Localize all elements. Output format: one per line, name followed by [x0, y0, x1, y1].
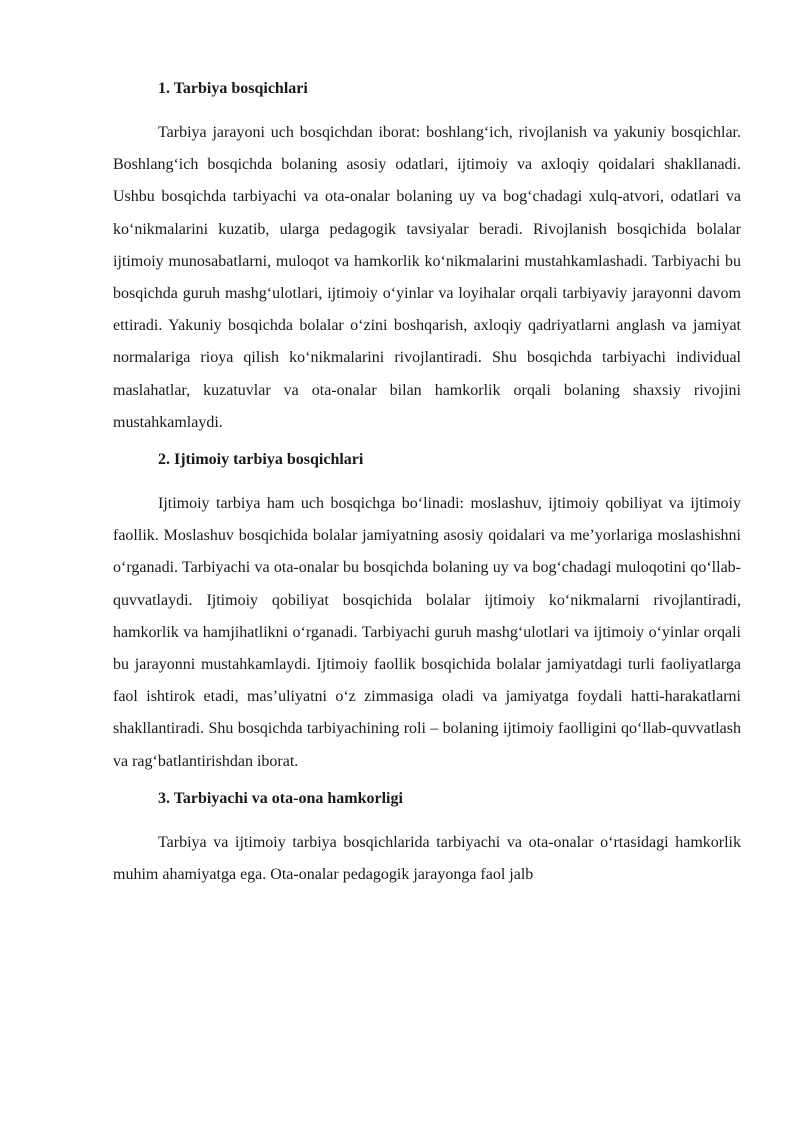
section-heading-3: 3. Tarbiyachi va ota-ona hamkorligi	[158, 789, 403, 807]
section-paragraph-2: Ijtimoiy tarbiya ham uch bosqichga bo‘linadi: moslashuv, ijtimoiy qobiliyat va ijtimoiy faollik. Moslashuv bosqichida bolalar jamiyatning asosiy qoidalari va me’yorlariga moslashishni o‘rganadi. Tarbiyachi va ota-onalar bu bosqichda bolaning uy va bog‘chadagi muloqotini qo‘llab-quvvatlaydi. Ijtimoiy qobiliyat bosqichida bolalar ijtimoiy ko‘nikmalarni rivojlantiradi, hamkorlik va hamjihatlikni o‘rganadi. Tarbiyachi guruh mashg‘ulotlari va ijtimoiy o‘yinlar orqali bu jarayonni mustahkamlaydi. Ijtimoiy faollik bosqichida bolalar jamiyatdagi turli faoliyatlarga faol ishtirok etadi, mas’uliyatni o‘z zimmasiga oladi va jamiyatga foydali hatti-harakatlarni shakllantiradi. Shu bosqichda tarbiyachining roli – bolaning ijtimoiy faolligini qo‘llab-quvvatlash va rag‘batlantirishdan iborat.	[113, 495, 741, 770]
document-page	[113, 74, 741, 891]
section-paragraph-3: Tarbiya va ijtimoiy tarbiya bosqichlarida tarbiyachi va ota-onalar o‘rtasidagi hamkorlik muhim ahamiyatga ega. Ota-onalar pedagogik jarayonga faol jalb	[113, 833, 741, 884]
section-heading-2: 2. Ijtimoiy tarbiya bosqichlari	[158, 451, 364, 469]
section-paragraph-1: Tarbiya jarayoni uch bosqichdan iborat: boshlang‘ich, rivojlanish va yakuniy bosqichlar. Boshlang‘ich bosqichda bolaning asosiy odatlari, ijtimoiy va axloqiy qoidalari shakllanadi. Ushbu bosqichda tarbiyachi va ota-onalar bolaning uy va bog‘chadagi xulq-atvori, odatlari va ko‘nikmalarini kuzatib, ularga pedagogik tavsiyalar beradi. Rivojlanish bosqichida bolalar ijtimoiy munosabatlarni, muloqot va hamkorlik ko‘nikmalarini mustahkamlashadi. Tarbiyachi bu bosqichda guruh mashg‘ulotlari, ijtimoiy o‘yinlar va loyihalar orqali tarbiyaviy jarayonni davom ettiradi. Yakuniy bosqichda bolalar o‘zini boshqarish, axloqiy qadriyatlarni anglash va jamiyat normalariga rioya qilish ko‘nikmalarini rivojlantiradi. Shu bosqichda tarbiyachi individual maslahatlar, kuzatuvlar va ota-onalar bilan hamkorlik orqali bolaning shaxsiy rivojini mustahkamlaydi.	[113, 124, 741, 431]
section-heading-1: 1. Tarbiya bosqichlari	[158, 80, 308, 97]
